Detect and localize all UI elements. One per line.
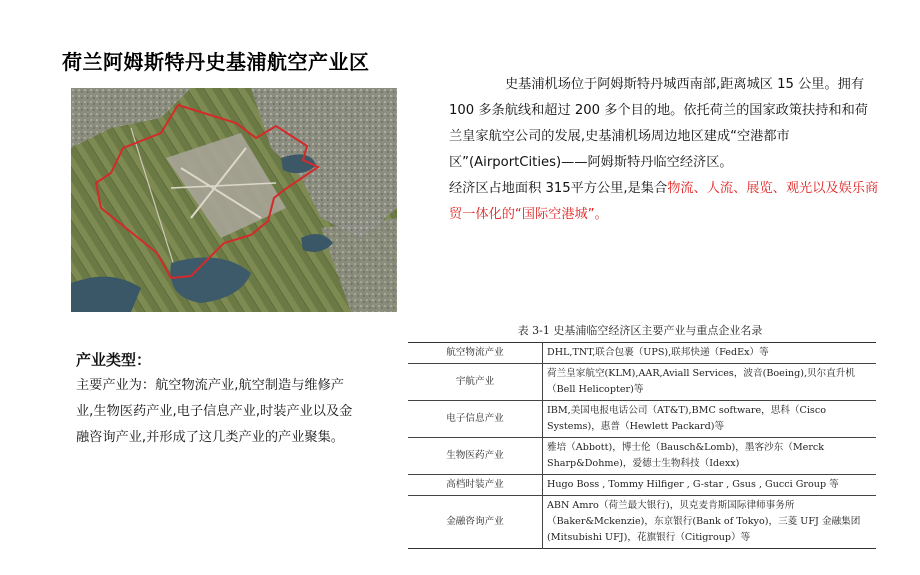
table-cell-category: 生物医药产业 — [408, 438, 543, 475]
table-row — [408, 401, 876, 438]
intro-highlight: 物流、人流、展览、观光以及娱乐商贸一体化的“国际空港城”。 — [449, 181, 879, 222]
industry-section — [76, 349, 356, 451]
intro-paragraph-2-prefix: 经济区占地面积 315平方公里,是集合 — [449, 181, 668, 196]
page-title: 荷兰阿姆斯特丹史基浦航空产业区 — [62, 50, 370, 74]
intro-paragraph-2 — [449, 176, 881, 228]
table-row — [408, 364, 876, 401]
industry-body: 主要产业为：航空物流产业,航空制造与维修产业,生物医药产业,电子信息产业,时装产业以及金融咨询产业,并形成了这几类产业的产业聚集。 — [76, 378, 353, 445]
table-caption: 表 3-1 史基浦临空经济区主要产业与重点企业名录 — [517, 324, 763, 337]
aerial-map-svg — [71, 88, 397, 312]
table-row — [408, 343, 876, 364]
intro-paragraph-1: 史基浦机场位于阿姆斯特丹城西南部,距离城区 15 公里。拥有 100 多条航线和超过 200 多个目的地。依托荷兰的国家政策扶持和和荷兰皇家航空公司的发展,史基浦机场周边地区建成“空港都市区”(AirportCities)——阿姆斯特丹临空经济区。 — [449, 77, 868, 170]
table-cell-companies: 荷兰皇家航空(KLM),AAR,Aviall Services，波音(Boeing),贝尔直升机（Bell Helicopter)等 — [543, 364, 877, 401]
industry-table — [408, 342, 876, 549]
table-cell-category: 宇航产业 — [408, 364, 543, 401]
table-cell-companies: IBM,美国电报电话公司（AT&T),BMC software，思科（Cisco Systems)，惠普（Hewlett Packard)等 — [543, 401, 877, 438]
table-cell-category: 金融咨询产业 — [408, 496, 543, 549]
table-row — [408, 475, 876, 496]
intro-text — [449, 72, 881, 228]
aerial-map-image — [71, 88, 397, 312]
table-cell-companies: Hugo Boss , Tommy Hilfiger , G-star , Gsus , Gucci Group 等 — [543, 475, 877, 496]
table-cell-category: 航空物流产业 — [446, 347, 504, 358]
table-cell-companies: DHL,TNT,联合包裹（UPS),联邦快递（FedEx）等 — [543, 343, 877, 364]
table-row — [408, 496, 876, 549]
table-cell-companies: 雅培（Abbott)，博士伦（Bausch&Lomb)，墨客沙东（Merck Sharp&Dohme)，爱德士生物科技（Idexx) — [543, 438, 877, 475]
table-cell-category: 电子信息产业 — [408, 401, 543, 438]
table-cell-category: 高档时装产业 — [408, 475, 543, 496]
industry-heading: 产业类型： — [76, 351, 152, 369]
table-cell-companies: ABN Amro（荷兰最大银行)，贝克麦肯斯国际律师事务所（Baker&Mckenzie)，东京银行(Bank of Tokyo)，三菱 UFJ 金融集团(Mitsubishi UFJ)，花旗银行（Citigroup）等 — [543, 496, 877, 549]
table-row — [408, 438, 876, 475]
